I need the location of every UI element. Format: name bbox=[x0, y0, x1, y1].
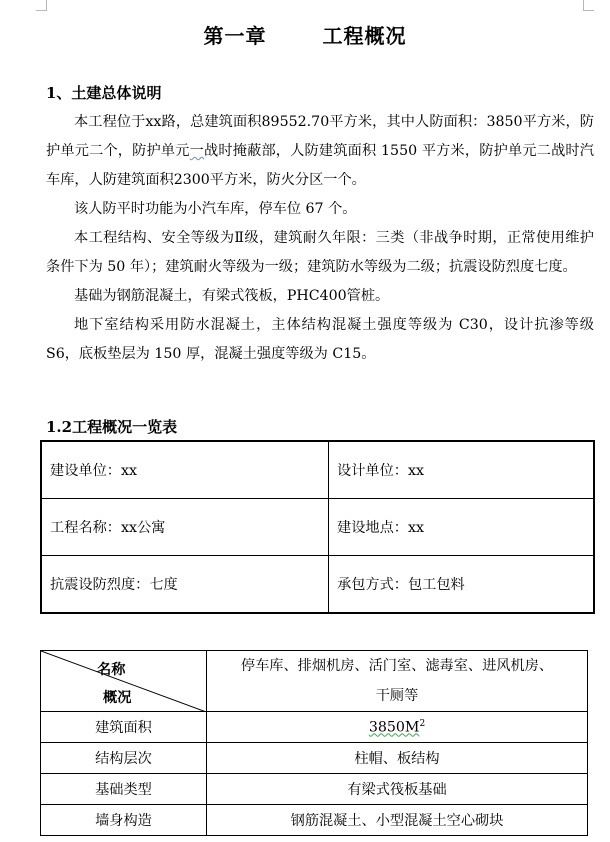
paragraph-structure: 本工程结构、安全等级为Ⅱ级，建筑耐久年限：三类（非战争时期，正常使用维护条件下为 50 年）；建筑耐火等级为一级；建筑防水等级为二级；抗震设防烈度七度。 bbox=[46, 230, 594, 275]
diagonal-header-cell bbox=[41, 651, 207, 712]
table-row bbox=[41, 556, 594, 614]
paragraph-foundation: 基础为钢筋混凝土，有梁式筏板，PHC400管桩。 bbox=[74, 288, 390, 304]
table-cell: 建设地点：xx bbox=[329, 499, 595, 556]
chapter-name: 工程概况 bbox=[322, 24, 407, 48]
chapter-number: 第一章 bbox=[203, 24, 267, 48]
row-label: 墙身构造 bbox=[41, 805, 207, 836]
civil-defense-summary-table bbox=[40, 650, 588, 836]
row-label: 结构层次 bbox=[41, 743, 207, 774]
margin-corner-mark-right bbox=[583, 0, 594, 11]
row-value: 有梁式筏板基础 bbox=[207, 774, 588, 805]
project-info-table bbox=[40, 440, 595, 614]
paragraph-location: 本工程位于xx路，总建筑面积89552.70平方米，其中人防面积：3850平方米，防护单元二个，防护单元一战时掩蔽部，人防建筑面积 1550 平方米，防护单元二战时汽车库，人防建筑面积2300平方米，防火分区一个。 bbox=[46, 114, 594, 188]
table-row bbox=[41, 712, 588, 743]
margin-corner-mark-left bbox=[36, 0, 47, 11]
row-value: 柱帽、板结构 bbox=[207, 743, 588, 774]
table-cell: 工程名称：xx公寓 bbox=[41, 499, 329, 556]
spellcheck-mark: 一 bbox=[189, 143, 204, 159]
table-row bbox=[41, 441, 594, 499]
table-row bbox=[41, 743, 588, 774]
header-overview-label: 概况 bbox=[103, 690, 132, 706]
table-cell: 抗震设防烈度：七度 bbox=[41, 556, 329, 614]
table-cell: 建设单位：xx bbox=[41, 441, 329, 499]
row-label: 基础类型 bbox=[41, 774, 207, 805]
header-name-label: 名称 bbox=[97, 662, 126, 678]
table-cell: 承包方式：包工包料 bbox=[329, 556, 595, 614]
row-value: 钢筋混凝土、小型混凝土空心砌块 bbox=[207, 805, 588, 836]
row-value: $3850M^2$ bbox=[207, 712, 588, 743]
paragraph-function: 该人防平时功能为小汽车库，停车位 67 个。 bbox=[74, 201, 357, 217]
row-label: 建筑面积 bbox=[41, 712, 207, 743]
table-row bbox=[41, 805, 588, 836]
overview-paragraphs bbox=[46, 108, 594, 369]
table-row bbox=[41, 774, 588, 805]
paragraph-concrete: 地下室结构采用防水混凝土，主体结构混凝土强度等级为 C30，设计抗渗等级 S6，底板垫层为 150 厚，混凝土强度等级为 C15。 bbox=[46, 317, 594, 362]
table-cell: 设计单位：xx bbox=[329, 441, 595, 499]
table-row bbox=[41, 499, 594, 556]
section-heading-overview: 1、土建总体说明 bbox=[46, 84, 162, 102]
table-header-row bbox=[41, 651, 588, 712]
header-facilities-cell: 停车库、排烟机房、活门室、滤毒室、进风机房、 干厕等 bbox=[207, 651, 588, 712]
chapter-title bbox=[0, 20, 610, 49]
section-heading-summary-table: 1.2工程概况一览表 bbox=[46, 418, 178, 436]
